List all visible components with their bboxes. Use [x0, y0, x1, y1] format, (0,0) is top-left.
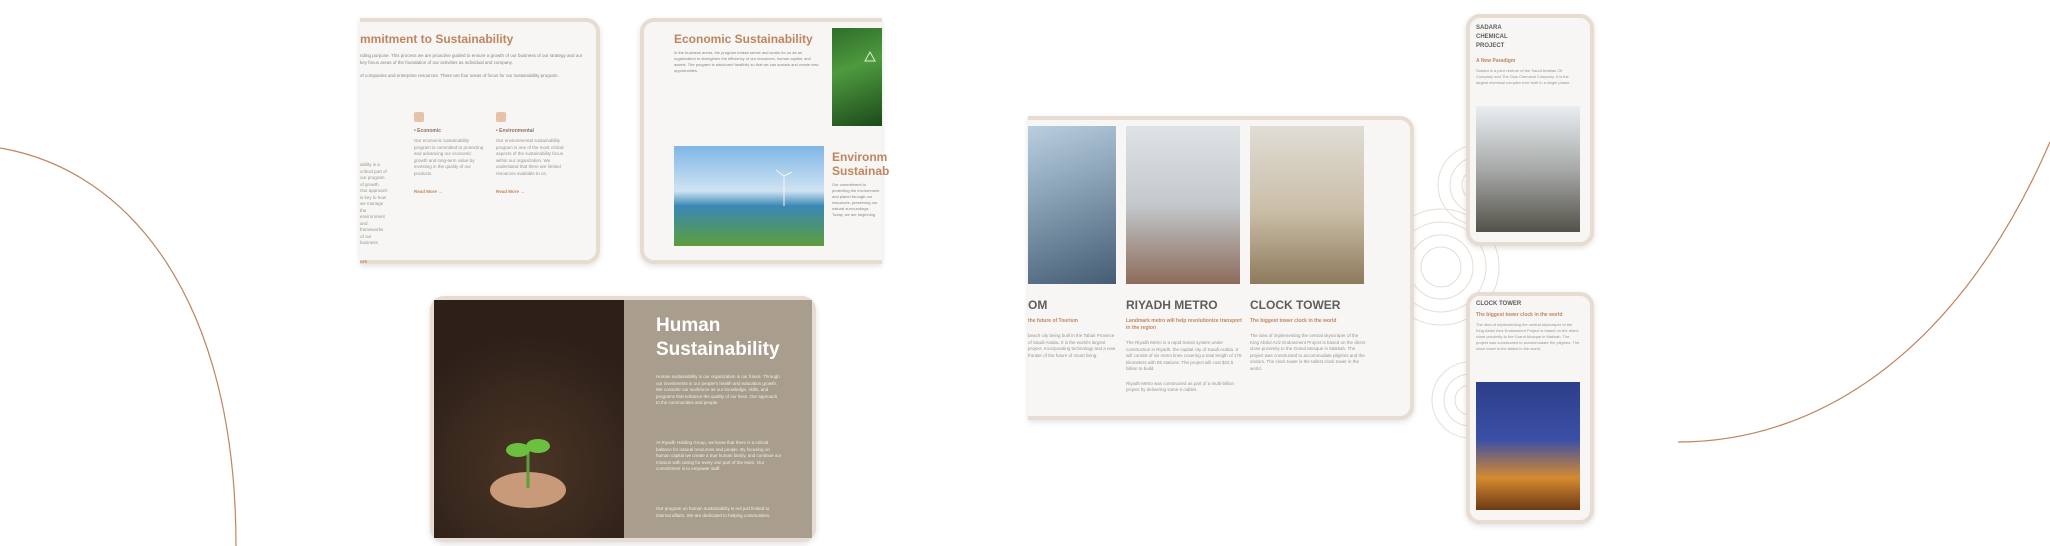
clock-tower-night-image — [1476, 382, 1580, 510]
economic-card — [640, 18, 890, 264]
project-1-title: OM — [1028, 298, 1048, 312]
riyadh-metro-text: The Riyadh Metro is a rapid transit system under construction in Riyadh, the capital city of Saudi Arabia. It will consist of six metro lines covering a total length of 176 kilometers with 85 stations. The project will cost $22.5 billion to build. — [1126, 340, 1242, 371]
environmental-text: Our environmental sustainability program is one of the most critical aspects of the sustainability focus within our organization. We understand that there are limited resources available to us. — [496, 138, 564, 176]
clock-tower-text: The idea of implementing the central skyscraper of the King Abdul Aziz Endowment Project is based on the direct close proximity to the Grand Mosque in Makkah. The project was constructed to accommodate pilgrims and the visitors. The clock tower is the tallest clock tower in the world. — [1250, 333, 1366, 371]
clock-tower-subtitle: The biggest tower clock in the world — [1250, 318, 1337, 324]
sadara-title-line-2: CHEMICAL — [1476, 34, 1508, 40]
clock-tower-small-subtitle: The biggest tower clock in the world — [1476, 312, 1563, 318]
clock-tower-image — [1250, 126, 1364, 284]
economic-card-title: Economic Sustainability — [674, 32, 813, 46]
clock-tower-small-text: The idea of implementing the central skyscraper of the King Abdul Aziz Endowment Project is based on the direct close proximity to the Grand Mosque in Makkah. The project was constructed to accommodate the pilgrims. The clock tower is the tallest in the world. — [1476, 322, 1580, 351]
economic-label: • Economic — [414, 128, 442, 134]
commitment-intro-2: of companies and enterprise resources. There are four areas of focus for our sustainability program. — [360, 73, 559, 78]
riyadh-metro-image — [1126, 126, 1240, 284]
sadara-title-line-1: SADARA — [1476, 25, 1502, 31]
project-col-2 — [1126, 298, 1242, 394]
sadara-card — [1466, 14, 1594, 246]
commitment-intro: nding purpose. This process we are proactive guided to ensure a growth of our business of our strategy and our key focus areas of the foundation of our activities as individual and company. — [360, 53, 583, 65]
leaf-image — [832, 28, 882, 126]
commitment-col-left — [360, 158, 388, 264]
project-1-text: beach city being built in the Tabuk Province of Saudi Arabia. It is the world's largest project. Incorporating technology and a new frontier of the future of smart living. — [1028, 333, 1116, 358]
economic-readmore-link[interactable]: Read More → — [414, 189, 443, 194]
environmental-label: • Environmental — [496, 128, 534, 134]
project-col-1 — [1028, 298, 1116, 359]
project-1-subtitle: the future of Tourism — [1028, 318, 1078, 324]
commitment-card — [360, 18, 600, 264]
environmental-card-text: Our commitment to protecting the environment and planet through our resources, preserving our natural surroundings. Today, we are beginning — [832, 182, 880, 217]
human-paragraph-2: At Riyadh Holding Group, we know that there is a critical balance for natural resources and people. By focusing on human capital we create a true human family, and continue our mission with caring for every one part of the team. Our commitment is to empower staff. — [656, 440, 782, 471]
economic-icon — [414, 112, 424, 122]
clock-tower-title: CLOCK TOWER — [1250, 298, 1341, 312]
riyadh-metro-text-2: Riyadh Metro was constructed as part of a multi-billion project by delivering some 6 cables. — [1126, 380, 1235, 392]
commitment-col-environmental — [496, 112, 566, 194]
riyadh-metro-subtitle: Landmark metro will help revolutionize transport in the region — [1126, 318, 1242, 331]
projects-card — [1028, 116, 1414, 420]
environmental-card-title: Environm Sustainab — [832, 150, 890, 178]
sadara-text: Sadara is a joint venture of the Saudi Arabian Oil Company and The Dow Chemical Company. It is the largest chemical complex ever built in a single phase. — [1476, 68, 1571, 85]
clock-tower-small-title: CLOCK TOWER — [1476, 301, 1522, 307]
wind-turbine-icon — [764, 166, 804, 206]
human-paragraph-1: Human sustainability is our organization is our future. Through our investments in our people's health and education growth. We consider our workforce as our knowledge, skills, and programs that enhance the quality of our lives. Our approach to the communities and people. — [656, 374, 780, 405]
city-project-image — [1028, 126, 1116, 284]
commitment-title: mmitment to Sustainability — [360, 32, 514, 46]
economic-text: Our economic sustainability program is committed to protecting and advancing our economic growth and long-term value by investing in the quality of our products. — [414, 138, 484, 176]
clock-tower-small-card — [1466, 292, 1594, 524]
environmental-icon — [496, 112, 506, 122]
economic-card-text: In the business arena, the program makes sense and works for us as an organization to strengthen the efficiency of our resources, human capital, and assets. The program is structured healthily so that we can sustain and create new opportunities. — [674, 50, 819, 73]
seedling-icon — [488, 410, 568, 510]
wind-farm-image — [674, 146, 824, 246]
human-sustainability-card — [430, 296, 816, 542]
sadara-plant-image — [1476, 106, 1580, 232]
sadara-title — [1476, 24, 1508, 51]
riyadh-metro-title: RIYADH METRO — [1126, 298, 1218, 312]
recycle-icon — [862, 50, 878, 66]
project-col-3 — [1250, 298, 1366, 372]
commitment-col-economic — [414, 112, 484, 194]
environmental-readmore-link[interactable]: Read More → — [496, 189, 525, 194]
human-title-line-1: Human — [656, 315, 721, 336]
human-sustainability-panel — [624, 300, 812, 538]
commitment-col-left-readmore[interactable]: ore — [360, 258, 368, 264]
sadara-title-line-3: PROJECT — [1476, 43, 1505, 49]
human-paragraph-3: Our program on human sustainability is not just limited to internal affairs. We are dedicated to helping communities. — [656, 506, 771, 518]
hands-soil-image — [434, 300, 624, 538]
sadara-subtitle: A New Paradigm — [1476, 58, 1516, 64]
human-sustainability-title — [656, 314, 780, 362]
commitment-col-left-text: ability is a critical part of our program of growth. Our approach is key to how we manage the environment and frameworks of our business — [360, 162, 388, 245]
human-title-line-2: Sustainability — [656, 339, 780, 360]
